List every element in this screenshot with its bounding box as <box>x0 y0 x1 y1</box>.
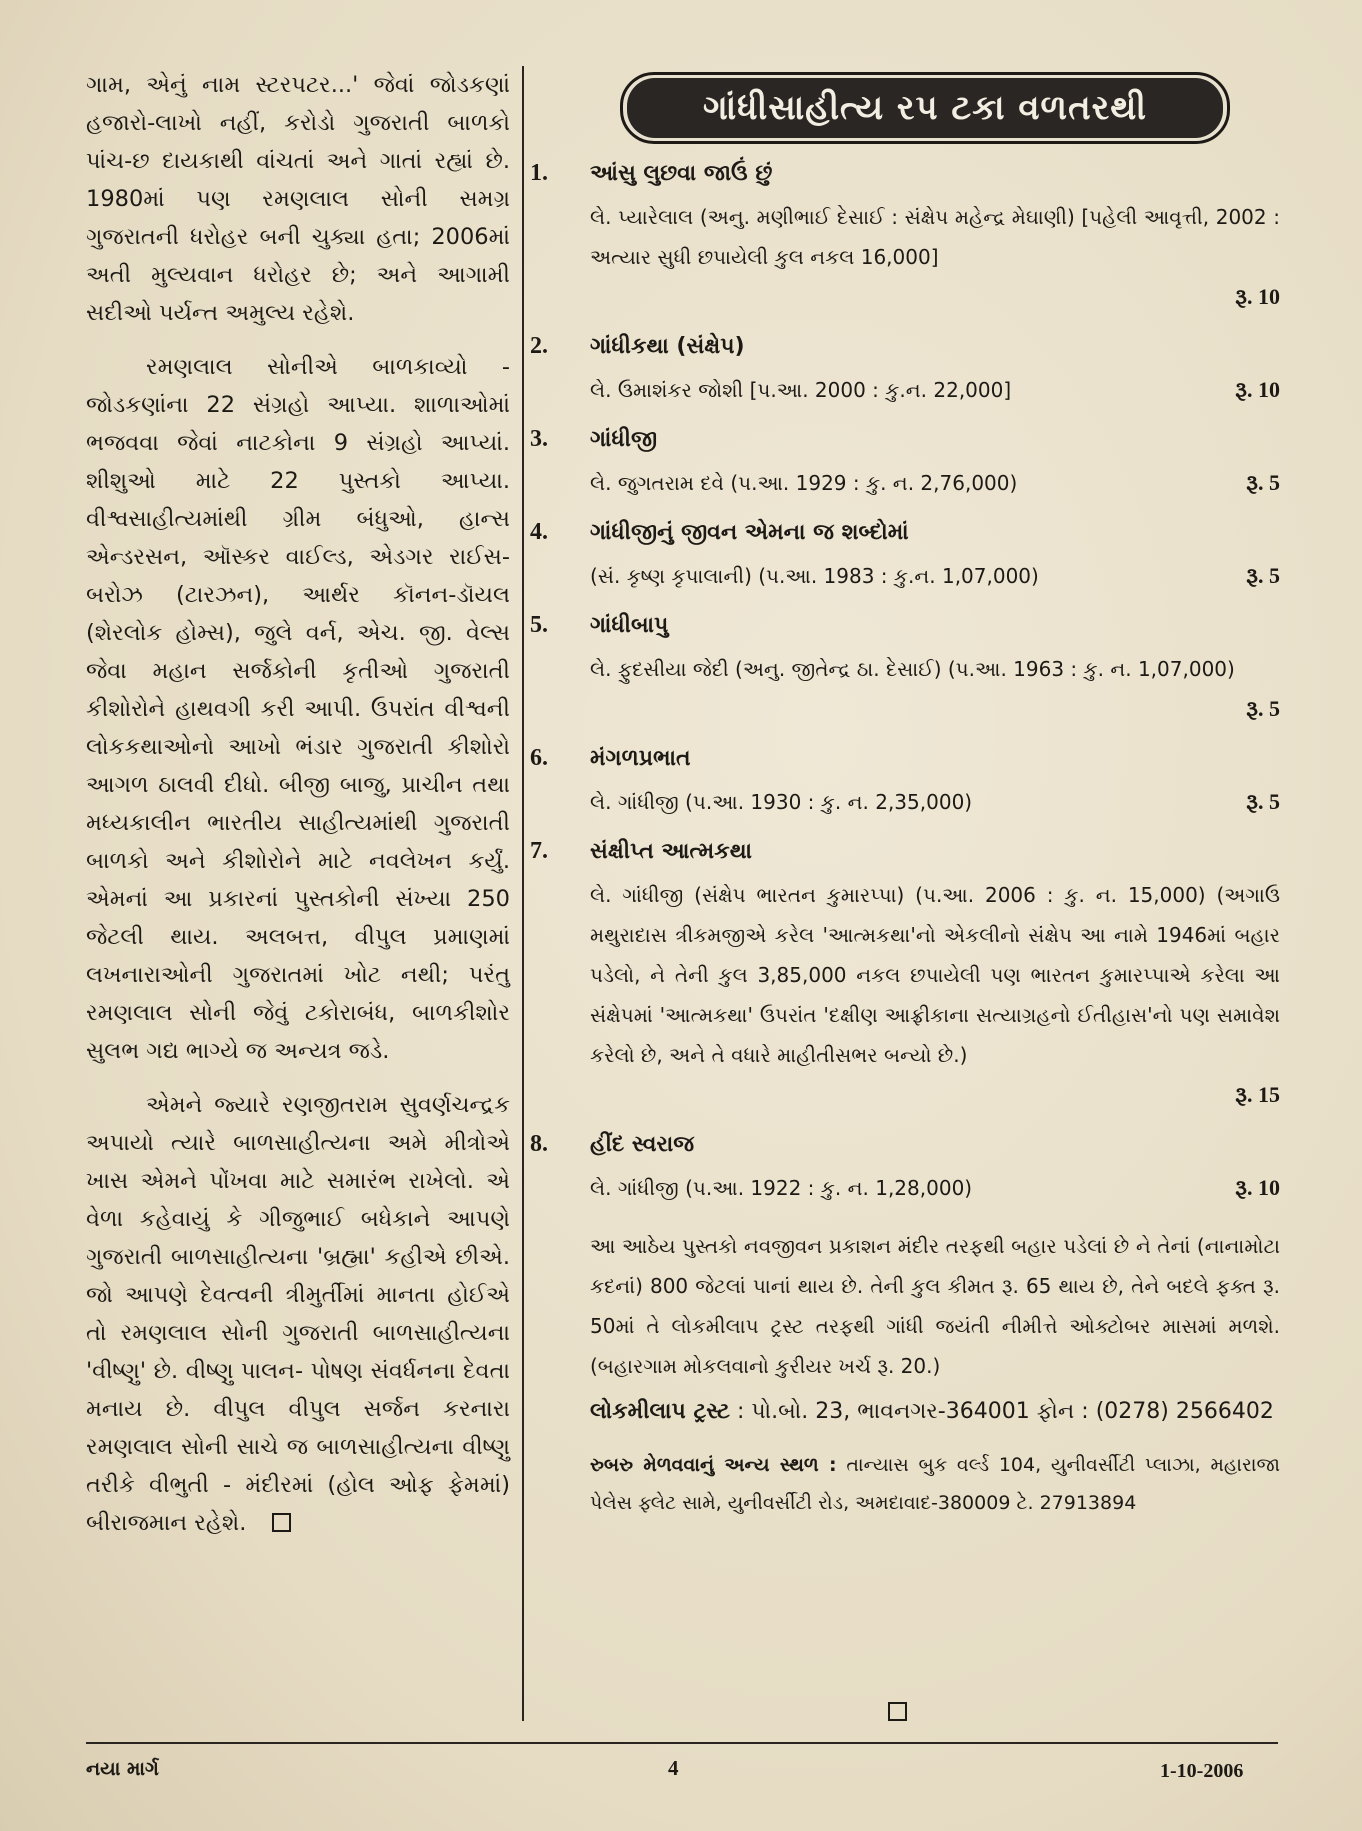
book-price: રૂ. 10 <box>1235 377 1280 402</box>
article-paragraph <box>86 1086 510 1542</box>
left-column <box>86 66 510 1558</box>
book-number: 6. <box>530 745 548 771</box>
book-title: ગાંધીકથા (સંક્ષેપ) <box>590 334 745 359</box>
trust-address: : પો.બો. 23, ભાવનગર-364001 ફોન : (0278) 2566402 <box>736 1399 1274 1424</box>
page-number: 4 <box>668 1756 679 1780</box>
banner-fill <box>627 78 1223 138</box>
book-price: રૂ. 15 <box>1235 1082 1280 1107</box>
book-price: રૂ. 5 <box>1246 563 1280 588</box>
book-price: રૂ. 5 <box>1246 696 1280 721</box>
book-entry <box>530 333 1280 410</box>
book-price: રૂ. 10 <box>1235 1175 1280 1200</box>
book-entry <box>530 160 1280 317</box>
book-price: રૂ. 5 <box>1246 789 1280 814</box>
book-title: સંક્ષીપ્ત આત્મકથા <box>590 839 753 864</box>
article-paragraph: રમણલાલ સોનીએ બાળકાવ્યો - જોડકણાંના 22 સંગ્રહો આપ્યા. શાળાઓમાં ભજવવા જેવાં નાટકોના 9 સંગ્રહો આપ્યાં. શીશુઓ માટે 22 પુસ્તકો આપ્યા. વીશ્વસાહીત્યમાંથી ગ્રીમ બંધુઓ, હાન્સ એન્ડરસન, ઑસ્કર વાઈલ્ડ, એડગર રાઈસ-બરોઝ (ટારઝન), આર્થર કૉનન-ડૉયલ (શેરલોક હોમ્સ), જુલે વર્ન, એચ. જી. વેલ્સ જેવા મહાન સર્જકોની કૃતીઓ ગુજરાતી કીશોરોને હાથવગી કરી આપી. ઉપરાંત વીશ્વની લોકકથાઓનો આખો ભંડાર ગુજરાતી કીશોરો આગળ ઠાલવી દીધો. બીજી બાજુ, પ્રાચીન તથા મધ્યકાલીન ભારતીય સાહીત્યમાંથી ગુજરાતી બાળકો અને કીશોરોને માટે નવલેખન કર્યું. એમનાં આ પ્રકારનાં પુસ્તકોની સંખ્યા 250 જેટલી થાય. અલબત્ત, વીપુલ પ્રમાણમાં લખનારાઓની ગુજરાતમાં ખોટ નથી; પરંતુ રમણલાલ સોની જેવું ટકોરાબંધ, બાળકીશોર સુલભ ગદ્ય ભાગ્યે જ અન્યત્ર જડે. <box>86 354 510 1064</box>
book-details: લે. જુગતરામ દવે (પ.આ. 1929 : કુ. ન. 2,76,000) <box>590 471 1018 495</box>
magazine-name: નયા માર્ગ <box>86 1758 159 1780</box>
book-number: 2. <box>530 333 548 359</box>
banner-title: ગાંધીસાહીત્ય રપ ટકા વળતરથી <box>703 88 1147 128</box>
book-number: 8. <box>530 1131 548 1157</box>
right-column <box>530 60 1280 1522</box>
book-details: (સં. કૃષ્ણ કૃપાલાની) (પ.આ. 1983 : કુ.ન. 1,07,000) <box>590 564 1039 588</box>
end-mark-icon <box>888 1702 907 1721</box>
trust-contact <box>590 1392 1280 1432</box>
book-entry <box>530 1131 1280 1208</box>
book-entry <box>530 838 1280 1115</box>
alternate-location-label: રુબરુ મેળવવાનું અન્ય સ્થળ : <box>590 1454 837 1476</box>
book-details: લે. ગાંધીજી (પ.આ. 1922 : કુ. ન. 1,28,000) <box>590 1176 973 1200</box>
book-number: 1. <box>530 160 548 186</box>
book-number: 4. <box>530 519 548 545</box>
book-details: લે. પ્યારેલાલ (અનુ. મણીભાઈ દેસાઈ : સંક્ષેપ મહેન્દ્ર મેઘાણી) [પહેલી આવૃત્તી, 2002 : અત્યાર સુધી છપાયેલી કુલ નકલ 16,000] <box>590 205 1280 269</box>
offer-note: આ આઠેય પુસ્તકો નવજીવન પ્રકાશન મંદીર તરફથી બહાર પડેલાં છે ને તેનાં (નાનામોટા કદનાં) 800 જેટલાં પાનાં થાય છે. તેની કુલ કીમત રૂ. 65 થાય છે, તેને બદલે ફક્ત રૂ. 50માં તે લોકમીલાપ ટ્રસ્ટ તરફથી ગાંધી જયંતી નીમીત્તે ઓક્ટોબર માસમાં મળશે. (બહારગામ મોકલવાનો કુરીયર ખર્ચ રૂ. 20.) <box>590 1234 1280 1378</box>
alternate-location-text: તાન્યાસ બુક વર્લ્ડ 104, યુનીવર્સીટી પ્લાઝા, મહારાજા પેલેસ ફ્લેટ સામે, યુનીવર્સીટી રોડ, અમદાવાદ-380009 ટે. 27913894 <box>590 1454 1280 1514</box>
issue-date: 1-10-2006 <box>1160 1760 1244 1782</box>
book-details: લે. ગાંધીજી (પ.આ. 1930 : કુ. ન. 2,35,000) <box>590 790 973 814</box>
article-paragraph: ગામ, એનું નામ સ્ટરપટર...' જેવાં જોડકણાં હજારો-લાખો નહીં, કરોડો ગુજરાતી બાળકો પાંચ-છ દાયકાથી વાંચતાં અને ગાતાં રહ્યાં છે. 1980માં પણ રમણલાલ સોની સમગ્ર ગુજરાતની ધરોહર બની ચુક્યા હતા; 2006માં અતી મુલ્યવાન ધરોહર છે; અને આગામી સદીઓ પર્યન્ત અમુલ્ય રહેશે. <box>86 72 510 326</box>
book-entry <box>530 745 1280 822</box>
footer-divider <box>86 1742 1278 1744</box>
book-entry <box>530 612 1280 729</box>
end-mark-icon <box>272 1513 291 1532</box>
book-entry <box>530 519 1280 596</box>
book-title: ગાંધીજીનું જીવન એમના જ શબ્દોમાં <box>590 520 909 545</box>
book-number: 7. <box>530 838 548 864</box>
trust-name: લોકમીલાપ ટ્રસ્ટ <box>590 1399 730 1424</box>
book-details: લે. ફુદસીયા જેદી (અનુ. જીતેન્દ્ર ઠા. દેસાઈ) (પ.આ. 1963 : કુ. ન. 1,07,000) <box>590 657 1235 681</box>
book-details: લે. ગાંધીજી (સંક્ષેપ ભારતન કુમારપ્પા) (પ.આ. 2006 : કુ. ન. 15,000) (અગાઉ મથુરાદાસ ત્રીકમજીએ કરેલ 'આત્મકથા'નો એકલીનો સંક્ષેપ આ નામે 1946માં બહાર પડેલો, ને તેની કુલ 3,85,000 નકલ છપાયેલી પણ ભારતન કુમારપ્પાએ કરેલા આ સંક્ષેપમાં 'આત્મકથા' ઉપરાંત 'દક્ષીણ આફ્રીકાના સત્યાગ્રહનો ઈતીહાસ'નો પણ સમાવેશ કરેલો છે, અને તે વધારે માહીતીસભર બન્યો છે.) <box>590 883 1280 1067</box>
book-title: ગાંધીબાપુ <box>590 613 669 638</box>
article-paragraph-text: એમને જ્યારે રણજીતરામ સુવર્ણચન્દ્રક અપાયો ત્યારે બાળસાહીત્યના અમે મીત્રોએ ખાસ એમને પોંખવા માટે સમારંભ રાખેલો. એ વેળા કહેવાયું કે ગીજુભાઈ બધેકાને આપણે ગુજરાતી બાળસાહીત્યના 'બ્રહ્મા' કહીએ છીએ. જો આપણે દેવત્વની ત્રીમુર્તીમાં માનતા હોઈએ તો રમણલાલ સોની ગુજરાતી બાળસાહીત્યના 'વીષ્ણુ' છે. વીષ્ણુ પાલન- પોષણ સંવર્ધનના દેવતા મનાય છે. વીપુલ વીપુલ સર્જન કરનારા રમણલાલ સોની સાચે જ બાળસાહીત્યના વીષ્ણુ તરીકે વીભુતી - મંદીરમાં (હોલ ઓફ ફેમમાં) બીરાજમાન રહેશે. <box>86 1092 510 1536</box>
book-title: ગાંધીજી <box>590 427 658 452</box>
book-entry <box>530 426 1280 503</box>
section-banner <box>620 72 1230 144</box>
alternate-location <box>590 1446 1280 1522</box>
book-number: 5. <box>530 612 548 638</box>
book-price: રૂ. 10 <box>1235 284 1280 309</box>
book-details: લે. ઉમાશંકર જોશી [પ.આ. 2000 : કુ.ન. 22,000] <box>590 378 1012 402</box>
book-title: મંગળપ્રભાત <box>590 746 691 771</box>
book-title: હીંદ સ્વરાજ <box>590 1132 695 1157</box>
book-price: રૂ. 5 <box>1246 470 1280 495</box>
book-title: આંસુ લુછવા જાઉં છું <box>590 161 773 186</box>
book-number: 3. <box>530 426 548 452</box>
column-divider <box>522 66 524 1721</box>
